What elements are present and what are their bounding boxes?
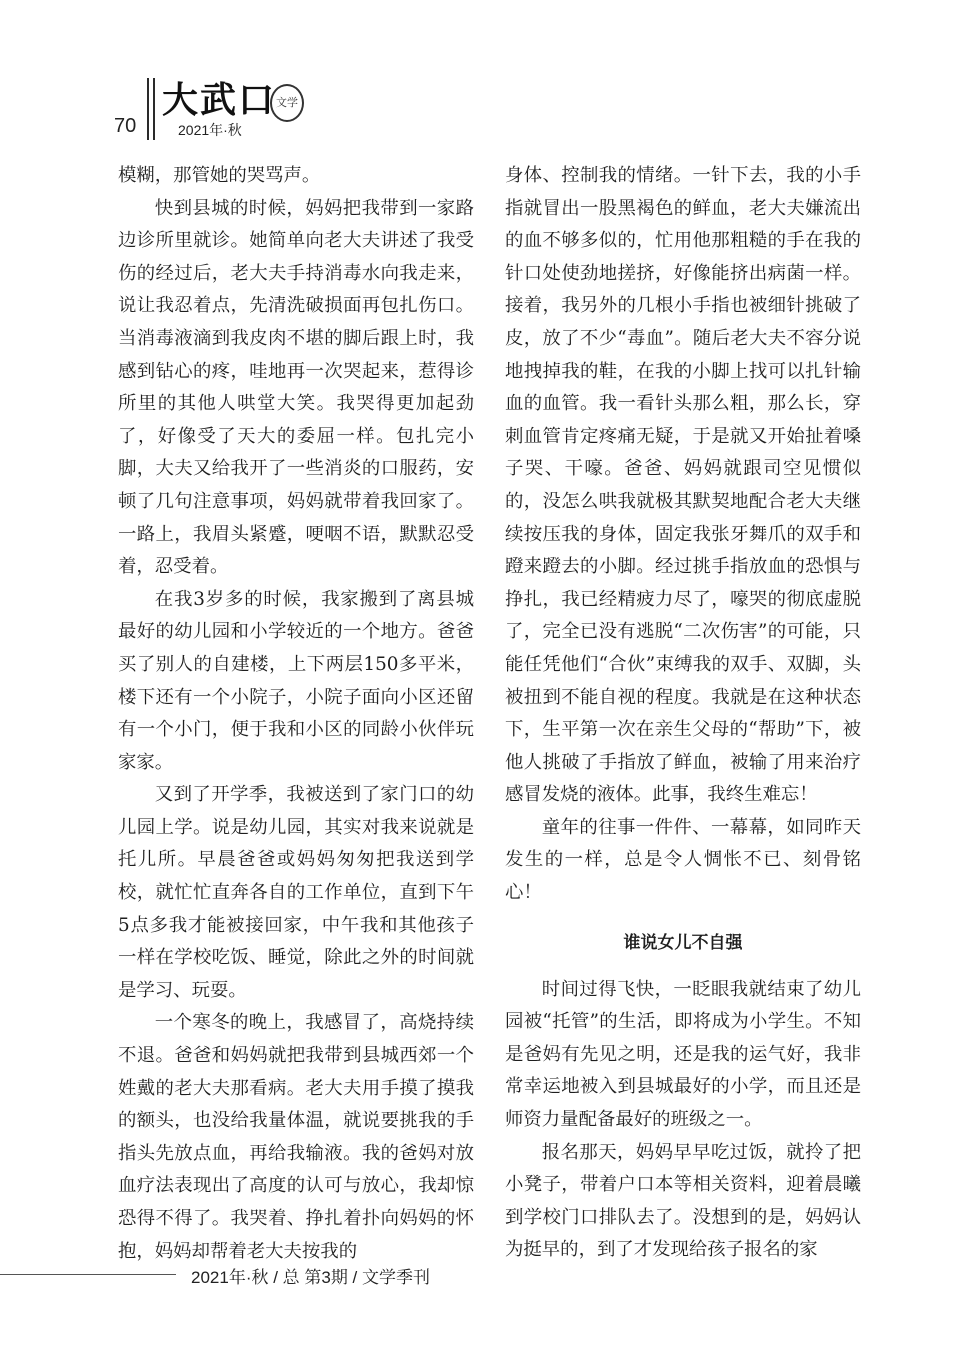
- paragraph: 童年的往事一件件、一幕幕，如同昨天发生的一样，总是令人惆怅不已、刻骨铭心！: [505, 816, 861, 904]
- header-divider: [153, 78, 155, 140]
- paragraph: 快到县城的时候，妈妈把我带到一家路边诊所里就诊。她简单向老大夫讲述了我受伤的经过后，老大夫手持消毒水向我走来，说让我忍着点，先清洗破损面再包扎伤口。当消毒液滴到我皮肉不堪的脚后跟上时，我感到钻心的疼，哇地再一次哭起来，惹得诊所里的其他人哄堂大笑。我哭得更加起劲了，好像受了天大的委屈一样。包扎完小脚，大夫又给我开了一些消炎的口服药，安顿了几句注意事项，妈妈就带着我回家了。一路上，我眉头紧蹙，哽咽不语，默默忍受着，忍受着。: [118, 197, 474, 578]
- header-issue: 2021年·秋: [178, 122, 242, 138]
- paragraph: 又到了开学季，我被送到了家门口的幼儿园上学。说是幼儿园，其实对我来说就是托儿所。早晨爸爸或妈妈匆匆把我送到学校，就忙忙直奔各自的工作单位，直到下午5点多我才能被接回家，中午我和其他孩子一样在学校吃饭、睡觉，除此之外的时间就是学习、玩耍。: [118, 784, 474, 1001]
- section-title: 谁说女儿不自强: [623, 932, 743, 953]
- page-number: 70: [114, 115, 137, 137]
- paragraph: 一个寒冬的晚上，我感冒了，高烧持续不退。爸爸和妈妈就把我带到县城西郊一个姓戴的老大夫那看病。老大夫用手摸了摸我的额头，也没给我量体温，就说要挑我的手指头先放点血，再给我输液。我的爸妈对放血疗法表现出了高度的认可与放心，我却惊恐得不得了。我哭着、挣扎着扑向妈妈的怀抱，妈妈却帮着老大夫按我的: [118, 1012, 474, 1262]
- page-footer: 2021年·秋 / 总 第3期 / 文学季刊: [191, 1268, 430, 1287]
- paragraph: 模糊，那管她的哭骂声。: [118, 165, 321, 186]
- magazine-logo: 大武口: [162, 79, 277, 121]
- paragraph: 报名那天，妈妈早早吃过饭，就拎了把小凳子，带着户口本等相关资料，迎着晨曦到学校门口排队去了。没想到的是，妈妈认为挺早的，到了才发现给孩子报名的家: [505, 1141, 861, 1261]
- paragraph: 时间过得飞快，一眨眼我就结束了幼儿园被“托管”的生活，即将成为小学生。不知是爸妈有先见之明，还是我的运气好，我非常幸运地被入到县城最好的小学，而且还是师资力量配备最好的班级之一。: [505, 978, 861, 1131]
- paragraph: 身体、控制我的情绪。一针下去，我的小手指就冒出一股黑褐色的鲜血，老大夫嫌流出的血不够多似的，忙用他那粗糙的手在我的针口处使劲地搓挤，好像能挤出病菌一样。接着，我另外的几根小手指也被细针挑破了皮，放了不少“毒血”。随后老大夫不容分说地拽掉我的鞋，在我的小脚上找可以扎针输血的血管。我一看针头那么粗，那么长，穿刺血管肯定疼痛无疑，于是就又开始扯着嗓子哭、干嚎。爸爸、妈妈就跟司空见惯似的，没怎么哄我就极其默契地配合老大夫继续按压我的身体，固定我张牙舞爪的双手和蹬来蹬去的小脚。经过挑手指放血的恐惧与挣扎，我已经精疲力尽了，嚎哭的彻底虚脱了，完全已没有逃脱“二次伤害”的可能，只能任凭他们“合伙”束缚我的双手、双脚，头被扭到不能自视的程度。我就是在这种状态下，生平第一次在亲生父母的“帮助”下，被他人挑破了手指放了鲜血，被输了用来治疗感冒发烧的液体。此事，我终生难忘！: [505, 165, 861, 806]
- logo-seal-icon: 文学: [270, 84, 304, 122]
- paragraph: 在我3岁多的时候，我家搬到了离县城最好的幼儿园和小学较近的一个地方。爸爸买了别人的自建楼，上下两层150多平米，楼下还有一个小院子，小院子面向小区还留有一个小门，便于我和小区的同龄小伙伴玩家家。: [118, 588, 474, 773]
- page-header: [0, 0, 977, 150]
- header-divider: [147, 78, 149, 140]
- footer-rule: [0, 1274, 176, 1275]
- right-column: [505, 160, 861, 1267]
- left-column: [118, 160, 474, 1268]
